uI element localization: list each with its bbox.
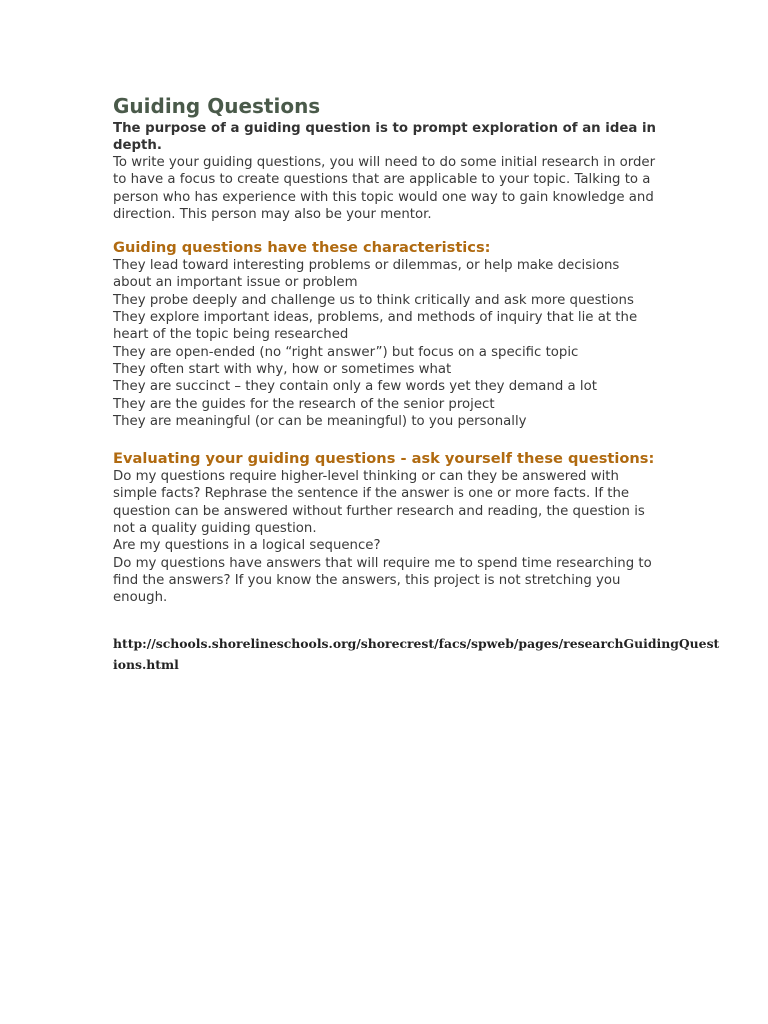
list-item: They explore important ideas, problems, and methods of inquiry that lie at the heart of the topic being researched	[113, 310, 638, 343]
evaluating-paragraph: Are my questions in a logical sequence?	[113, 538, 381, 554]
list-item: They are open-ended (no “right answer”) but focus on a specific topic	[113, 344, 579, 360]
list-item: They are the guides for the research of the senior project	[113, 396, 495, 412]
lead-statement: The purpose of a guiding question is to prompt exploration of an idea in depth.	[113, 121, 656, 153]
source-url: http://schools.shorelineschools.org/shorecrest/facs/spweb/pages/researchGuidingQuestions.html	[113, 635, 720, 672]
intro-paragraph: To write your guiding questions, you will need to do some initial research in order to have a focus to create questions that are applicable to your topic. Talking to a person who has experience with this topic would one way to gain knowledge and direction. This person may also be your mentor.	[113, 155, 656, 222]
evaluating-paragraph: Do my questions have answers that will require me to spend time researching to find the answers? If you know the answers, this project is not stretching you enough.	[113, 555, 652, 606]
list-item: They lead toward interesting problems or dilemmas, or help make decisions about an important issue or problem	[113, 258, 620, 291]
document-page	[113, 92, 720, 675]
evaluating-paragraph: Do my questions require higher-level thinking or can they be answered with simple facts? Rephrase the sentence if the answer is one or more facts. If the question can be answered without further research and reading, the question is not a quality guiding question.	[113, 469, 645, 537]
evaluating-heading: Evaluating your guiding questions - ask yourself these questions:	[113, 450, 655, 468]
list-item: They are meaningful (or can be meaningful) to you personally	[113, 413, 527, 429]
list-item: They probe deeply and challenge us to think critically and ask more questions	[113, 292, 634, 308]
list-item: They are succinct – they contain only a few words yet they demand a lot	[113, 379, 597, 395]
page-title: Guiding Questions	[113, 94, 321, 118]
characteristics-heading: Guiding questions have these characteristics:	[113, 239, 491, 257]
characteristics-list	[113, 257, 658, 430]
list-item: They often start with why, how or sometimes what	[113, 361, 452, 377]
